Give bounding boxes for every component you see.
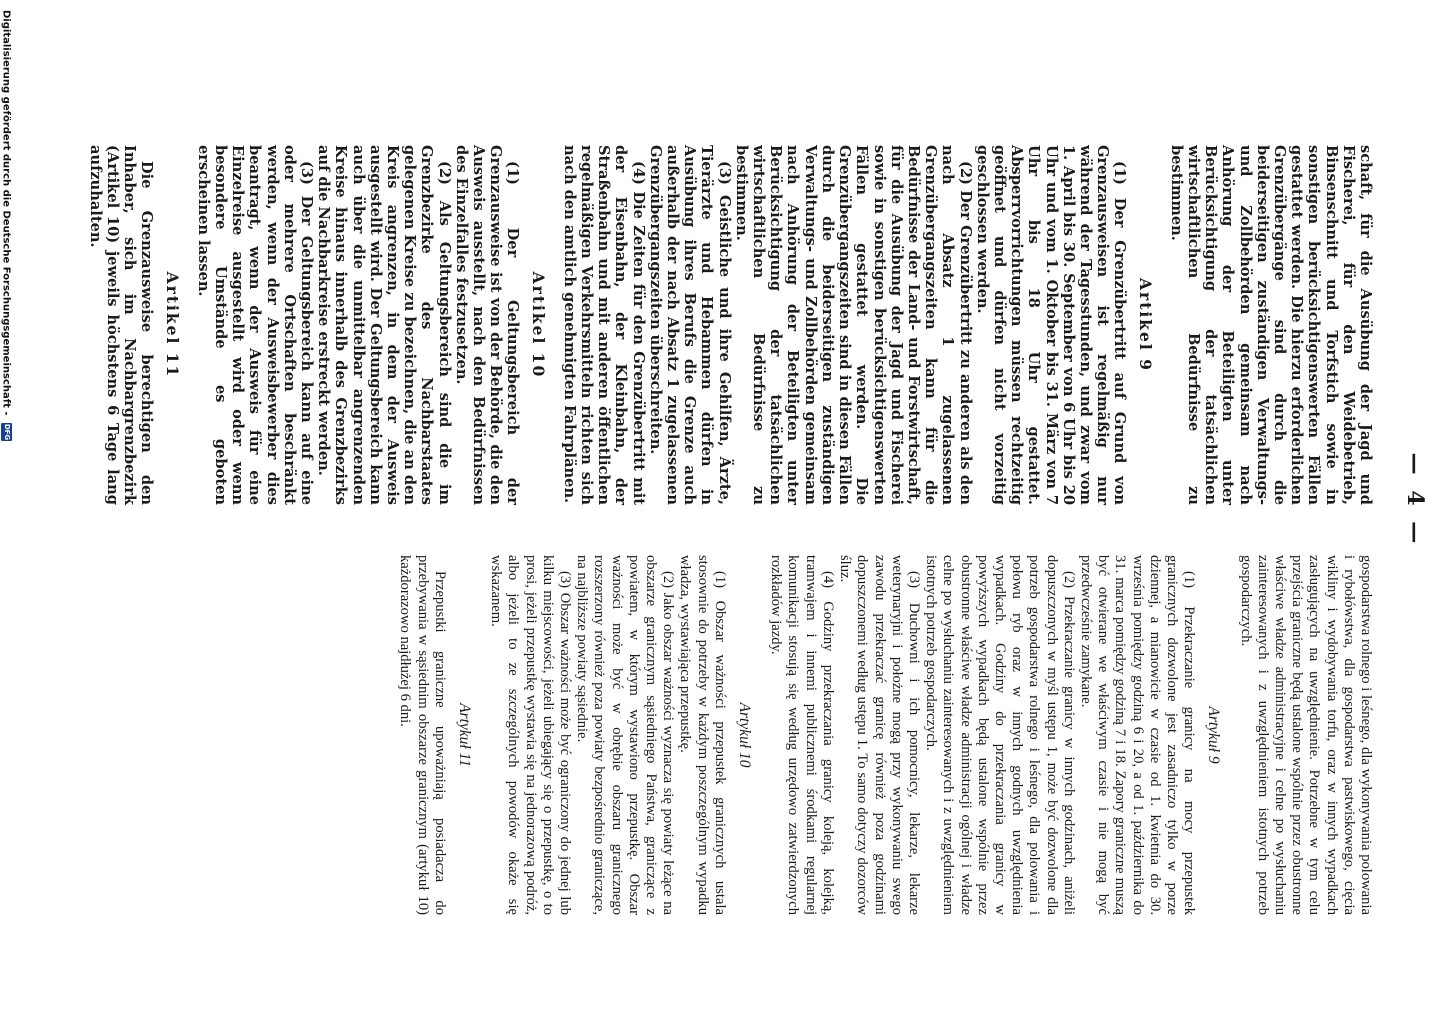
dfg-logo-icon: DFG <box>3 423 11 441</box>
polish-art10-para-3: (3) Obszar ważności może być ograniczony do jednej lub kilku miejscowości, jeżeli ubiegający się o przepustkę, o to prosi, jeżeli przepustkę wystawia się na jednorazową podróż, albo jeżeli to ze szczególnych powodów okaże się wskazanem. <box>488 555 574 915</box>
polish-art10-para-2: (2) Jako obszar ważności wyznacza się powiaty leżące na obszarze granicznym sąsiedniego Państwa, graniczące z powiatem, w którym wystawiono przepustkę. Obszar ważności może być w obrębie obszaru granicznego rozszerzony również poza powiaty bezpośrednio graniczące, na najbliższe powiaty sąsiednie. <box>574 555 677 915</box>
polish-article-11-heading: Artykuł 11 <box>456 703 474 767</box>
page-number: — 4 — <box>1402 452 1428 548</box>
german-art10-para-3: (3) Der Geltungsbereich kann auf eine oder mehrere Ortschaften beschränkt werden, wenn der Ausweisbewerber dies beantragt, wenn der Ausweis für eine Einzelreise ausgestellt wird oder wenn besondere Umstände es geboten erscheinen lassen. <box>194 145 316 505</box>
german-article-10-heading: Artikel 10 <box>528 271 548 379</box>
polish-intro-paragraph: gospodarstwa rolnego i leśnego, dla wykonywania polowania i rybołówstwa, dla gospodarstwa pastwiskowego, cięcia wikliny i wydobywania torfu, oraz w innych wypadkach zasługujących na uwzględnienie. Potrzebne w tym celu przejścia graniczne będą ustalone wspólnie przez obustronne właściwe władze administracyjne i celne po wysłuchaniu zainteresowanych i z uwzględnieniem istotnych potrzeb gospodarczych. <box>1237 555 1374 915</box>
polish-article-10-heading: Artykuł 10 <box>736 702 754 768</box>
german-art9-para-3: (3) Geistliche und ihre Gehilfen, Ärzte, Tierärzte und Hebammen dürfen in Ausübung ihres Berufs die Grenze auch außerhalb der nach Absatz 1 zugelassenen Grenzübergangszeiten überschreiten. <box>646 145 733 505</box>
german-art9-para-4: (4) Die Zeiten für den Grenzübertritt mit der Eisenbahn, der Kleinbahn, der Straßenbahn und mit anderen öffentlichen regelmäßigen Verkehrsmitteln richten sich nach den amtlich genehmigten Fahrplänen. <box>560 145 647 505</box>
polish-art9-para-3: (3) Duchowni i ich pomocnicy, lekarze, lekarze weterynaryjni i położne mogą przy wykonywaniu swego zawodu przekraczać granicę również poza godzinami dopuszczonemi według ustępu 1. To samo dotyczy dozorców śluz. <box>837 555 922 915</box>
german-art10-para-1: (1) Der Geltungsbereich der Grenzausweise ist von der Behörde, die den Ausweis ausstellt, nach den Bedürfnissen des Einzelfalles festzusetzen. <box>452 145 522 505</box>
footer-text: Digitalisierung gefördert durch die Deutsche Forschungsgemeinschaft - <box>0 10 12 416</box>
german-column <box>87 145 1374 505</box>
german-article-11-heading: Artikel 11 <box>162 271 182 379</box>
polish-art11-para-1: Przepustki graniczne upoważniają posiadacza do przebywania w sąsiednim obszarze granicznym (artykuł 10) każdorazowo najdłużej 6 dni. <box>397 555 448 915</box>
polish-article-9-heading: Artykuł 9 <box>1205 706 1223 764</box>
german-intro-paragraph: schaft, für die Ausübung der Jagd und Fischerei, für den Weidebetrieb, Binsenschnitt und Torfstich sowie in sonstigen berücksichtigenswerten Fällen gestattet werden. Die hierzu erforderlichen Grenzübergänge sind durch die beiderseitigen zuständigen Verwaltungs- und Zollbehörden gemeinsam nach Anhörung der Beteiligten unter Berücksichtigung der tatsächlichen wirtschaftlichen Bedürfnisse zu bestimmen. <box>1167 145 1374 505</box>
german-art9-para-2: (2) Der Grenzübertritt zu anderen als den nach Absatz 1 zugelassenen Grenzübergangszeiten kann für die Bedürfnisse der Land- und Forstwirtschaft, für die Ausübung der Jagd und Fischerei sowie in sonstigen berücksichtigenswerten Fällen gestattet werden. Die Grenzübergangszeiten sind in diesen Fällen durch die beiderseitigen zuständigen Verwaltungs- und Zollbehörden gemeinsam nach Anhörung der Beteiligten unter Berücksichtigung der tatsächlichen wirtschaftlichen Bedürfnisse zu bestimmen. <box>732 145 974 505</box>
digitization-footer <box>0 0 12 1010</box>
polish-art9-para-2: (2) Przekraczanie granicy w innych godzinach, aniżeli dopuszczonych w myśl ustępu 1, może być dozwolone dla potrzeb gospodarstwa rolnego i leśnego, dla polowania i połowu ryb oraz w innych godnych uwzględnienia wypadkach. Godziny do przekraczania granicy w powyższych wypadkach będą ustalone wspólnie przez obustronne właściwe władze administracji ogólnej i władze celne po wysłuchaniu zainteresowanych i z uwzględnieniem istotnych potrzeb gospodarczych. <box>923 555 1077 915</box>
polish-column <box>396 555 1374 915</box>
german-article-9-heading: Artikel 9 <box>1135 278 1155 372</box>
german-art11-para-1: Die Grenzausweise berechtigen den Inhaber, sich im Nachbargrenzbezirk (Artikel 10) jeweils höchstens 6 Tage lang aufzuhalten. <box>86 145 156 505</box>
polish-art9-para-4: (4) Godziny przekraczania granicy koleją, kolejką, tramwajem i innemi publicznemi środkami regularnej komunikacji stosują się według urzędowo zatwierdzonych rozkładów jazdy. <box>768 555 836 915</box>
polish-art9-para-1: (1) Przekraczanie granicy na mocy przepustek granicznych dozwolone jest zasadniczo tylko w porze dziennej, a mianowicie w czasie od 1. kwietnia do 30. września pomiędzy godziną 6 i 20, a od 1. października do 31. marca pomiędzy godziną 7 i 18. Zapory graniczne muszą być otwierane we właściwym czasie i nie mogą być przedwcześnie zamykane. <box>1077 555 1198 915</box>
polish-art10-para-1: (1) Obszar ważności przepustek granicznych ustala stosownie do potrzeby w każdym poszczególnym wypadku władza, wystawiająca przepustkę. <box>677 555 728 915</box>
german-art10-para-2: (2) Als Geltungsbereich sind die im Grenzbezirke des Nachbarstaates gelegenen Kreise zu bezeichnen, die an den Kreis angrenzen, in dem der Ausweis ausgestellt wird. Der Geltungsbereich kann auch über die unmittelbar angrenzenden Kreise hinaus innerhalb des Grenzbezirks auf die Nachbarkreise erstreckt werden. <box>315 145 453 505</box>
german-art9-para-1: (1) Der Grenzübertritt auf Grund von Grenzausweisen ist regelmäßig nur während der Tagesstunden, und zwar vom 1. April bis 30. September von 6 Uhr bis 20 Uhr und vom 1. Oktober bis 31. März von 7 Uhr bis 18 Uhr gestattet. Absperrvorrichtungen müssen rechtzeitig geöffnet und dürfen nicht vorzeitig geschlossen werden. <box>973 145 1129 505</box>
